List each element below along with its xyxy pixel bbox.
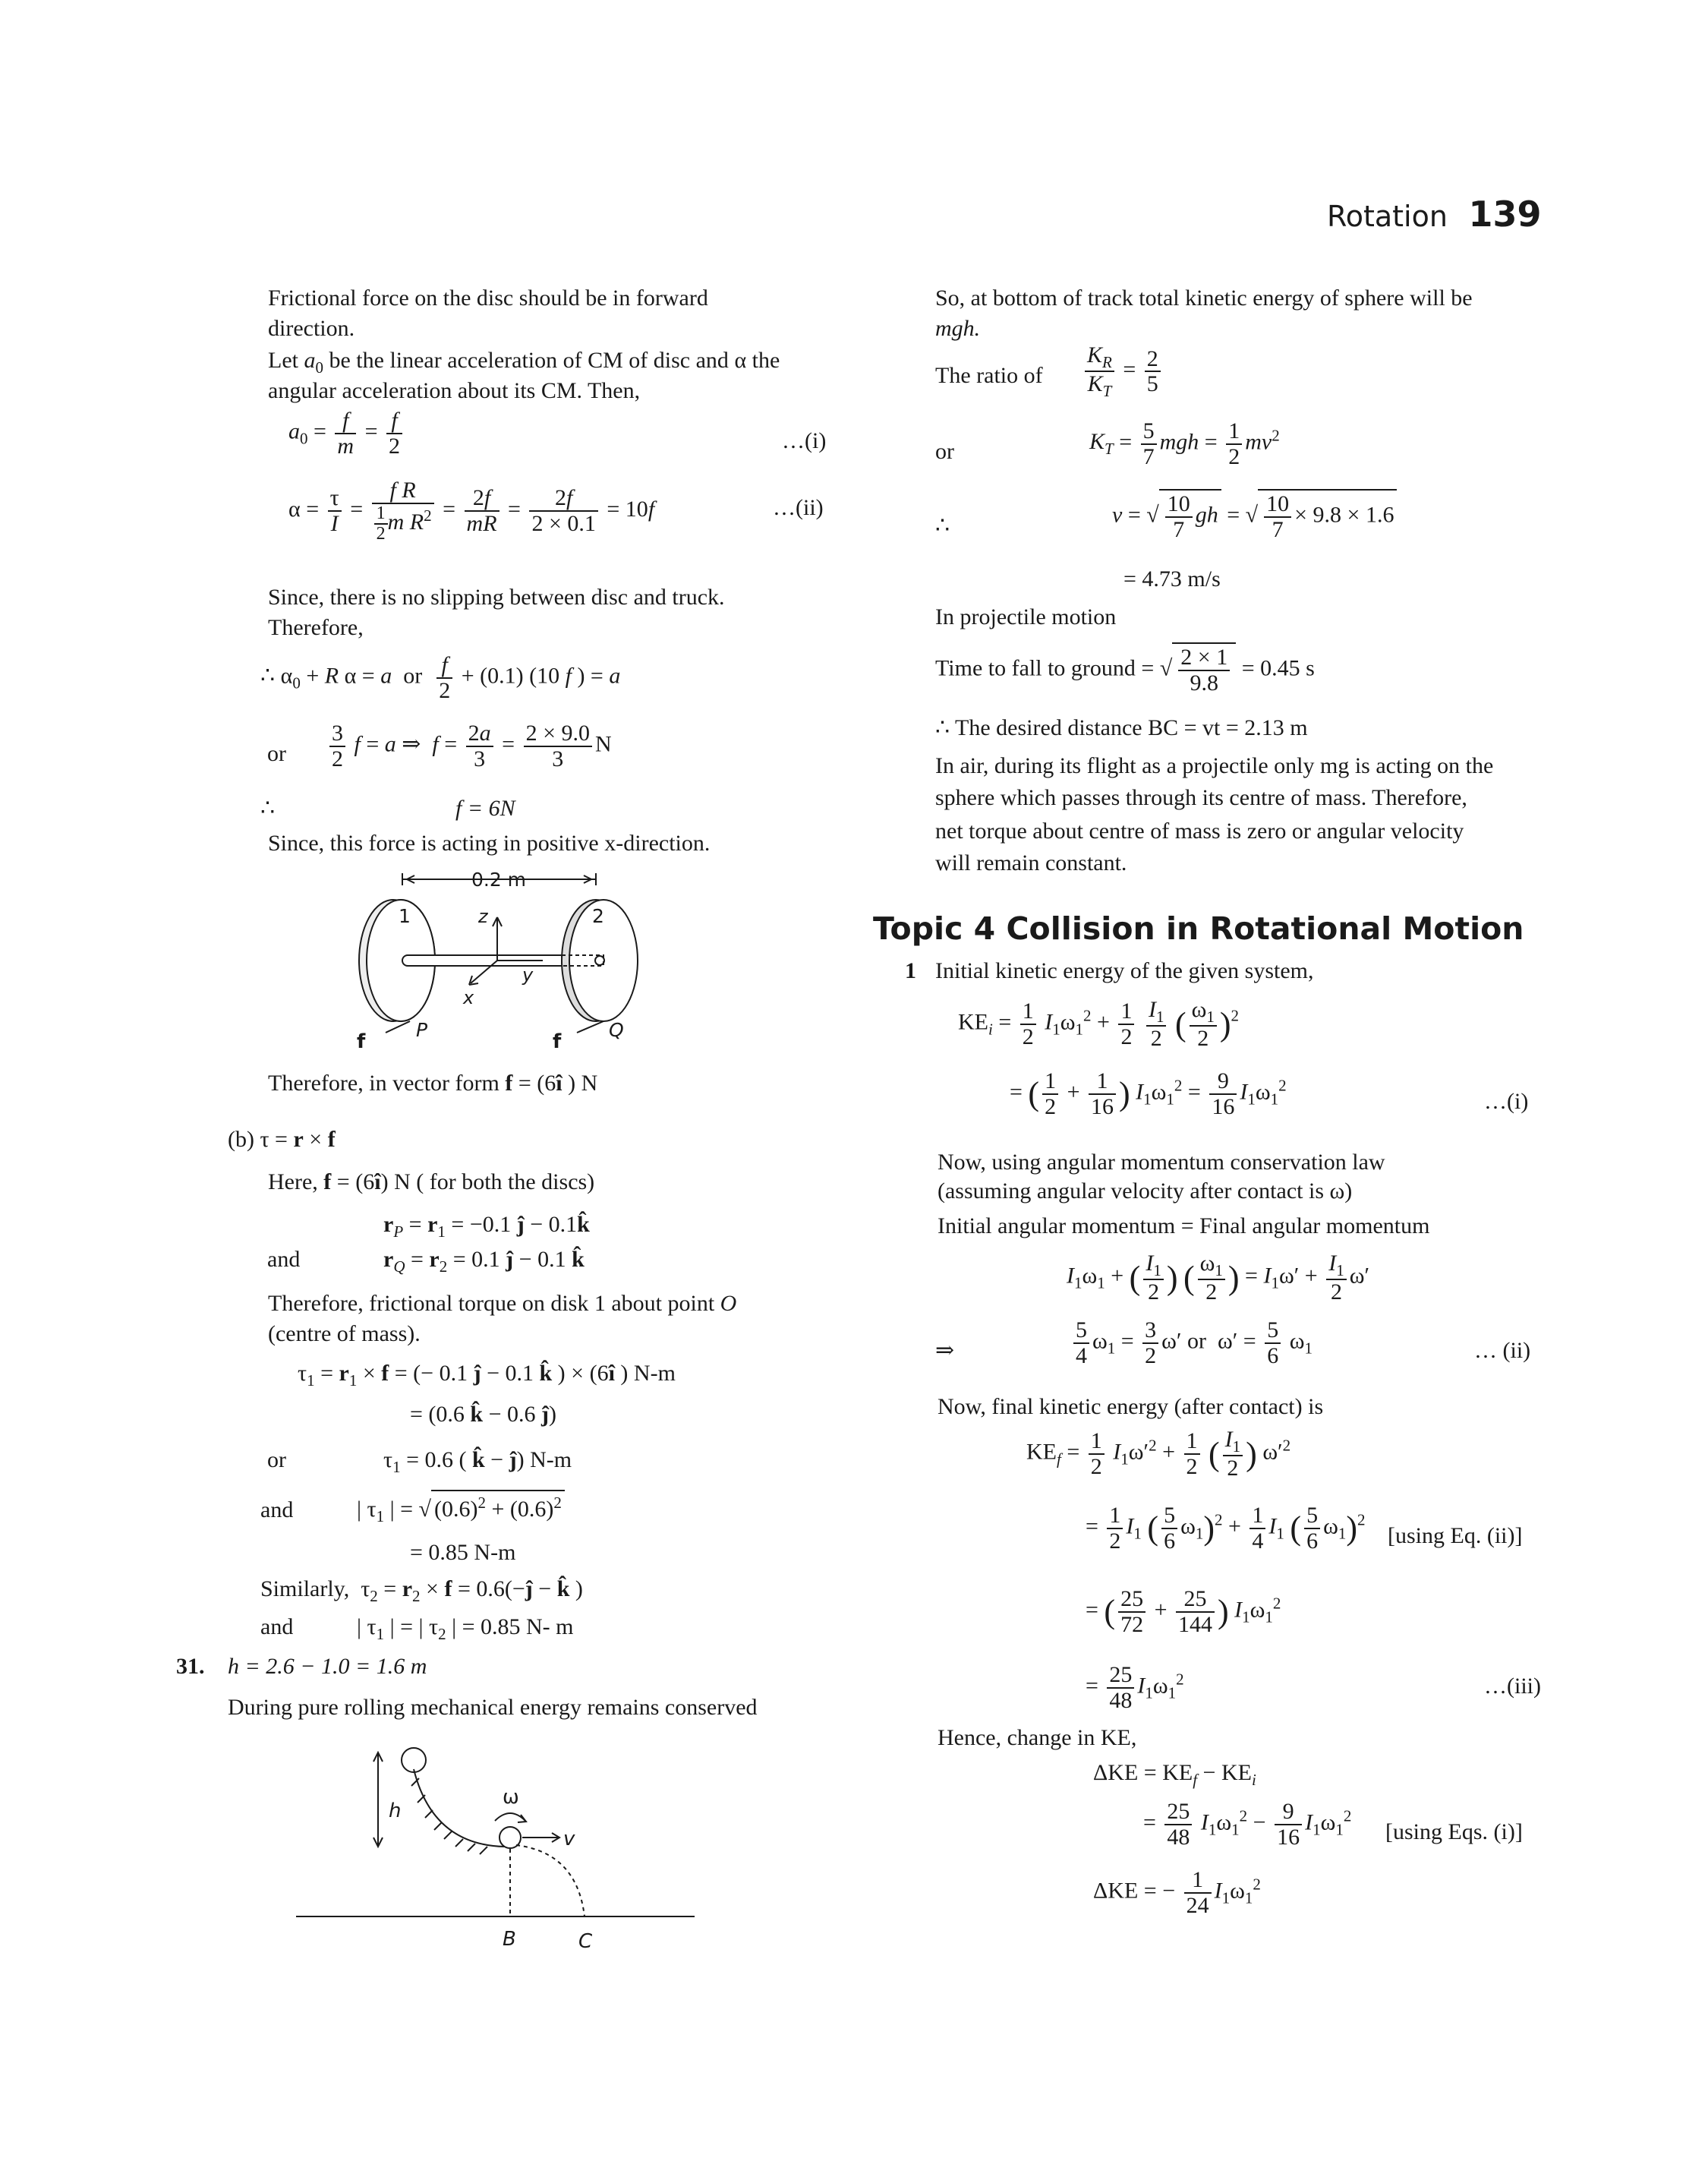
air-3: net torque about centre of mass is zero or angular velocity — [935, 819, 1464, 844]
q31-text: During pure rolling mechanical energy remains conserved — [228, 1695, 758, 1720]
ke-final: $KE_f$ = $\frac{1}{2}$ $I_1\omega'^2$ + $\frac{1}{2}$ ( $\frac{I_1}{2}$ ) $\omega'^2$ — [1026, 1427, 1291, 1481]
or-label-2: or — [267, 1447, 286, 1472]
fig2-omega: ω — [503, 1786, 519, 1809]
final-ke-text: Now, final kinetic energy (after contact) is — [938, 1394, 1324, 1419]
fig1-y: y — [522, 964, 534, 986]
torque-text: Therefore, frictional torque on disk 1 about point O — [268, 1291, 737, 1316]
here-f: Here, f = (6î) N ( for both the discs) — [268, 1169, 595, 1194]
left-p5: Since, this force is acting in positive x-direction. — [268, 831, 711, 856]
ke-final-3: = ( $\frac{25}{72}$ + $\frac{25}{144}$ ) $I_1\omega_1^2$ — [1086, 1586, 1281, 1637]
fig2-b: B — [503, 1928, 516, 1951]
fig2-h: h — [389, 1800, 402, 1822]
ke-initial-2: = ( $\frac{1}{2}$ + $\frac{1}{16}$ ) $I_1\omega_1^2$ = $\frac{9}{16}$ $I_1\omega_1^2$ — [1010, 1068, 1287, 1119]
fig1-x: x — [463, 987, 474, 1008]
air-4: will remain constant. — [935, 850, 1127, 875]
q31-eq: h = 2.6 − 1.0 = 1.6 m — [228, 1654, 427, 1679]
v-result: = 4.73 m/s — [1123, 566, 1221, 591]
projectile-text: In projectile motion — [935, 604, 1117, 629]
and-label-3: and — [260, 1614, 294, 1639]
air-2: sphere which passes through its centre of mass. Therefore, — [935, 785, 1467, 810]
and-label-2: and — [260, 1497, 294, 1522]
fig1-p: P — [416, 1019, 428, 1041]
q31-number: 31. — [176, 1654, 205, 1679]
amc-3: Initial angular momentum = Final angular momentum — [938, 1213, 1430, 1238]
left-p1b: direction. — [268, 316, 355, 341]
tau1-mag-val: = 0.85 N-m — [410, 1540, 516, 1565]
fig1-f-left: f — [357, 1030, 366, 1053]
delta-ke-3: ΔKE = − $\frac{1}{24}$ $I_1\omega_1^2$ — [1093, 1867, 1261, 1918]
rp-eq: $r_P = r_1 = -0.1$ ĵ − 0.1k̂ — [383, 1212, 590, 1241]
ke-final-4: = $\frac{25}{48}$ $I_1\omega_1^2$ — [1086, 1662, 1184, 1713]
fig1-width: 0.2 m — [471, 869, 527, 891]
fig1-disc1: 1 — [399, 905, 411, 927]
air-1: In air, during its flight as a projectile only mg is acting on the — [935, 753, 1494, 778]
implies-sign: ⇒ — [935, 1338, 955, 1363]
therefore-1: ∴ — [260, 796, 276, 821]
left-p2: Let $a_0$ be the linear acceleration of CM of disc and α the — [268, 348, 780, 377]
ratio-label: The ratio of — [935, 363, 1043, 388]
tag-iii: …(iii) — [1484, 1674, 1541, 1699]
fig1-disc2: 2 — [592, 905, 604, 927]
distance-text: ∴ The desired distance BC = vt = 2.13 m — [935, 715, 1308, 740]
or-r1: or — [935, 439, 954, 464]
eq-f-solve: $\frac{3}{2}$ f = a ⇒ f = $\frac{2a}{3}$ = $\frac{2 \times 9.0}{3}$ N — [326, 721, 612, 771]
fig1-z: z — [478, 906, 488, 927]
similarly-eq: Similarly, $\tau_2 = r_2 \times f$ = 0.6(−ĵ − k̂ ) — [260, 1576, 583, 1605]
torque-text-b: (centre of mass). — [268, 1321, 421, 1346]
eq2-tag: …(ii) — [773, 495, 824, 520]
fig2-c: C — [578, 1930, 593, 1953]
right-r1: So, at bottom of track total kinetic energy of sphere will be — [935, 285, 1473, 311]
eq1-tag: …(i) — [782, 428, 827, 453]
left-p4b: Therefore, — [268, 615, 364, 640]
kt-eq: $K_T$ = $\frac{5}{7}$ mgh = $\frac{1}{2}$ $mv^2$ — [1089, 418, 1280, 469]
therefore-r1: ∴ — [935, 513, 950, 538]
left-p3: angular acceleration about its CM. Then, — [268, 378, 641, 403]
vector-form: Therefore, in vector form f = (6î ) N — [268, 1071, 598, 1096]
section-name: Rotation — [1327, 200, 1448, 233]
using-eq-ii: [using Eq. (ii)] — [1388, 1523, 1523, 1548]
part-b: (b) τ = r × f — [228, 1127, 336, 1152]
running-header — [1327, 193, 1542, 237]
delta-ke-1: $\Delta KE = KE_f - KE_i$ — [1093, 1760, 1256, 1789]
q1-text: Initial kinetic energy of the given system, — [935, 958, 1314, 983]
v-eq: v = √ $\frac{10}{7}$ gh = √ $\frac{10}{7}$ × 9.8 × 1.6 — [1112, 489, 1397, 541]
delta-ke-2: = $\frac{25}{48}$ $I_1\omega_1^2$ − $\frac{9}{16}$ $I_1\omega_1^2$ — [1143, 1799, 1352, 1850]
right-r1b: mgh. — [935, 316, 981, 341]
tag-i: …(i) — [1484, 1089, 1529, 1114]
and-label-1: and — [267, 1247, 301, 1272]
disc-axle-figure — [342, 866, 660, 1055]
change-text: Hence, change in KE, — [938, 1725, 1137, 1750]
tau1-eq3: $\tau_1 = 0.6$ ( k̂ − ĵ) N-m — [383, 1447, 572, 1476]
rq-eq: $r_Q = r_2 = 0.1$ ĵ − 0.1 k̂ — [383, 1247, 585, 1276]
fig2-v: v — [563, 1828, 575, 1850]
fig1-f-right: f — [553, 1030, 562, 1053]
am-eq: $I_1\omega_1$ + ( $\frac{I_1}{2}$ ) ( $\frac{\omega_1}{2}$ ) = $I_1\omega'$ + $\frac{I_1}{2}$ ω′ — [1067, 1251, 1370, 1305]
ke-initial: $KE_i$ = $\frac{1}{2}$ $I_1\omega_1^2$ + $\frac{1}{2}$ $\frac{I_1}{2}$ ( $\frac{\omega_1}{2}$ )$^2$ — [958, 997, 1239, 1052]
topic-heading: Topic 4 Collision in Rotational Motion — [873, 910, 1524, 947]
page-number: 139 — [1468, 194, 1542, 235]
left-p1: Frictional force on the disc should be in forward — [268, 285, 708, 311]
q1-number: 1 — [905, 958, 916, 983]
ke-final-2: = $\frac{1}{2}$ $I_1$ ( $\frac{5}{6}$ $\omega_1)^2$ + $\frac{1}{4}$ $I_1$ ( $\frac{5}{6}$ $\omega_1)^2$ — [1086, 1503, 1366, 1554]
left-p4: Since, there is no slipping between disc and truck. — [268, 585, 725, 610]
amc-1: Now, using angular momentum conservation law — [938, 1150, 1385, 1175]
eq-rolling: ∴ $\alpha_0 + R$ α = a or $\frac{f}{2}$ + (0.1) (10 f ) = a — [260, 652, 621, 703]
tau1-eq: $\tau_1 = r_1 \times f$ = (− 0.1 ĵ − 0.1 k̂ ) × (6î ) N-m — [298, 1361, 676, 1390]
tau1-eq2: = (0.6 k̂ − 0.6 ĵ) — [410, 1402, 557, 1427]
eq-alpha: α = $\frac{\tau}{I}$ = f R $\frac{1}{2}$ m $R^2$ = $\frac{2f}{mR}$ = $\frac{2f}{2 \times 0.1}$ = 10f — [288, 478, 655, 544]
tag-ii: … (ii) — [1474, 1338, 1531, 1363]
tau1-mag: | $\tau_1$ | = √ $(0.6)^2 + (0.6)^2$ — [357, 1490, 565, 1526]
eq-a0: $a_0$ = $\frac{f}{m}$ = $\frac{f}{2}$ — [288, 409, 405, 458]
amc-2: (assuming angular velocity after contact is ω) — [938, 1178, 1353, 1203]
f-value: f = 6N — [455, 796, 515, 821]
tau-equal: | $\tau_1$ | = | $\tau_2$ | = 0.85 N- m — [357, 1614, 574, 1643]
ratio-eq: $\frac{K_R}{K_T}$ = $\frac{2}{5}$ — [1082, 343, 1164, 399]
time-fall: Time to fall to ground = √ $\frac{2 \times 1}{9.8}$ = 0.45 s — [935, 642, 1315, 695]
curved-track-figure — [296, 1731, 698, 1959]
fig1-q: Q — [609, 1019, 624, 1041]
using-eqs-i: [using Eqs. (i)] — [1385, 1819, 1523, 1844]
or-label-1: or — [267, 741, 286, 766]
omega-eq: $\frac{5}{4}$ $\omega_1$ = $\frac{3}{2}$ ω′ or ω′ = $\frac{5}{6}$ $\omega_1$ — [1070, 1318, 1313, 1368]
